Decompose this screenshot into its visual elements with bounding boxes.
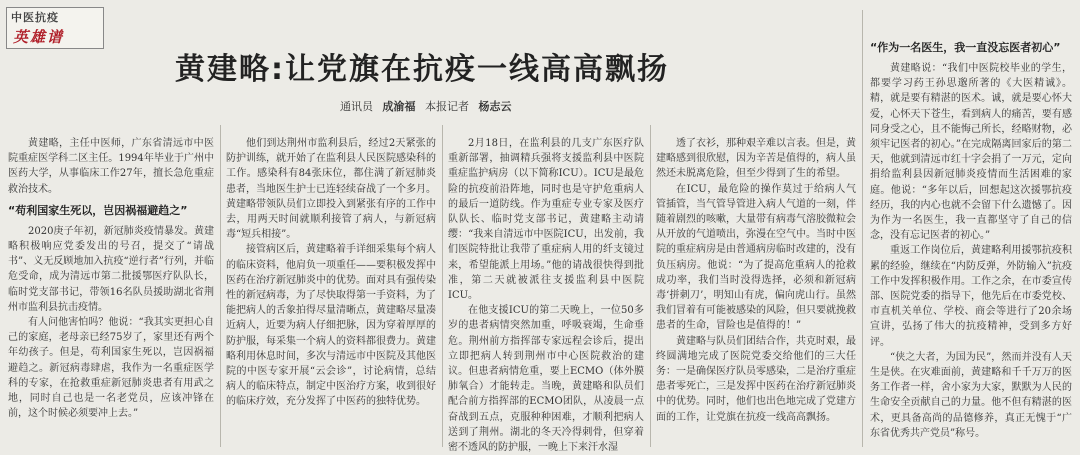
badge-bottom-label: 英雄谱 (13, 28, 65, 46)
column-divider (442, 125, 443, 447)
byline-name-1: 成渝福 (382, 100, 416, 113)
article-column-3 (448, 136, 644, 455)
article-column-4 (656, 136, 856, 425)
article-column-5 (870, 34, 1072, 441)
paragraph: 黄建略与队员们团结合作，共克时艰，最终圆满地完成了医院党委交给他们的三大任务：一是确保医疗队员零感染，二是治疗重症患者零死亡，三是发挥中医药在治疗新冠肺炎中的优势。同时，他们也出色地完成了党建方面的工作，让党旗在抗疫一线高高飘扬。 (656, 335, 856, 423)
paragraph: 2020庚子年初，新冠肺炎疫情暴发。黄建略积极响应党委发出的号召，提交了“请战书”、义无反顾地加入抗疫“逆行者”行列，并临危受命，成为清远市第二批援鄂医疗队队长，临时党支部书记，带领16名队员援助湖北省荆州市监利县抗击疫情。 (8, 225, 214, 313)
byline-name-2: 杨志云 (478, 100, 512, 113)
article-headline: 黄建略:让党旗在抗疫一线高高飘扬 (175, 52, 669, 87)
byline-role-2: 本报记者 (425, 100, 469, 113)
column-badge (6, 7, 104, 49)
column-divider (862, 10, 863, 447)
badge-top-label: 中医抗疫 (11, 11, 59, 24)
paragraph: 在他支援ICU的第二天晚上，一位50多岁的患者病情突然加重，呼吸衰竭，生命垂危。荆州前方指挥部专家远程会诊后，提出立即把病人转到荆州市中心医院救治的建议。但患者病情危重，要上ECMO（体外膜肺氧合）才能转走。当晚，黄建略和队员们配合前方指挥部的ECMO团队，从凌晨一点奋战到五点，克服种种困难，才顺利把病人送到了荆州。湖北的冬天冷得刺骨，但穿着密不透风的防护服，一晚上下来汗水湿 (448, 305, 644, 454)
byline-role-1: 通讯员 (340, 100, 373, 113)
column-divider (650, 125, 651, 447)
paragraph: 黄建略，主任中医师，广东省清远市中医院重症医学科二区主任。1994年毕业于广州中医药大学，从事临床工作27年，擅长急危重症救治技术。 (8, 138, 214, 195)
paragraph: 重返工作岗位后，黄建略利用援鄂抗疫积累的经验，继续在“内防反弹，外防输入”抗疫工作中发挥积极作用。工作之余，在市委宣传部、医院党委的指导下，他先后在市委党校、市直机关单位、学校、商会等进行了20余场宣讲，弘扬了伟大的抗疫精神，受到多方好评。 (870, 245, 1072, 348)
section-subheading: “作为一名医生，我一直没忘医者初心” (870, 41, 1061, 54)
paragraph: 2月18日，在监利县的几支广东医疗队重新部署，抽调精兵强将支援监利县中医院重症监护病房（以下简称ICU）。ICU是最危险的抗疫前沿阵地，同时也是守护危重病人的最后一道防线。作为重症专业专家及医疗队队长、临时党支部书记，黄建略主动请缨：“我来自清远市中医院ICU，出发前，我们医院特批让我带了重症病人用的纤支镜过来，希望能派上用场。”他的请战很快得到批准，第二天就被派往支援监利县中医院ICU。 (448, 138, 644, 302)
paragraph: 接管病区后，黄建略着手详细采集每个病人的临床资料，他肩负一项重任——要积极发挥中医药在治疗新冠肺炎中的优势。面对具有强传染性的新冠病毒，为了尽快取得第一手资料，为了能把病人的舌象拍得尽量清晰点，黄建略尽量凑近病人，近要为病人仔细把脉，因为穿着厚厚的防护服，每采集一个病人的资料都很费力。黄建略利用休息时间，多次与清远市中医院及其他医院的中医专家开展“云会诊”，讨论病情，总结病人的临床特点，制定中医治疗方案，收到很好的临床疗效，充分发挥了中医药的独特优势。 (226, 244, 436, 408)
section-subheading: “苟利国家生死以，岂因祸福避趋之” (8, 203, 188, 217)
paragraph: 黄建略说：“我们中医院校毕业的学生，都要学习药王孙思邈所著的《大医精诚》。精，就是要有精湛的医术。诚，就是要心怀大爱，心怀天下苍生，看到病人的痛苦，要有感同身受之心，且不能悔己所长，经略财物，必须牢记医者的初心。”在完成隔离回家后的第二天，他就到清远市红十字会捐了一万元，定向捐给监利县因新冠肺炎疫情而生活困难的家庭。他说：“多年以后，回想起这次援鄂抗疫经历，我的内心也就不会留下什么遗憾了。因为作为一名医生，我一直都坚守了自己的信念，没有忘记医者的初心。” (870, 63, 1072, 242)
paragraph: 有人问他害怕吗？他说：“我其实更担心自己的家庭，老母亲已经75岁了，家里还有两个年幼孩子。但是，苟利国家生死以，岂因祸福避趋之。新冠病毒肆虐，我作为一名重症医学科的专家，在抢救重症新冠肺炎患者有用武之地，同时自己也是一名老党员，应该冲锋在前，这个时候必须要冲上去。” (8, 317, 214, 420)
byline (340, 98, 518, 114)
article-column-1 (8, 136, 214, 421)
paragraph: 在ICU，最危险的操作莫过于给病人气管插管，当气管导管进入病人气道的一刻，伴随着剧烈的咳嗽，大量带有病毒气溶胶微粒会从开放的气道喷出，弥漫在空气中。当时中医院的重症病房是由普通病房临时改建的，没有负压病房。他说：“为了提高危重病人的抢救成功率，我们当时没得选择，必须和新冠病毒‘拼刺刀’，明知山有虎，偏向虎山行。虽然我们冒着有可能被感染的风险，但只要就挽救患者的生命，冒险也是值得的！” (656, 183, 856, 332)
paragraph: “侠之大者，为国为民”，然而并没有人天生是侠。在灾难面前，黄建略和千千万万的医务工作者一样，舍小家为大家，默默为人民的生命安全贡献自己的力量。他不但有精湛的医术，更具备高尚的品德修养，真正无愧于“广东省优秀共产党员”称号。 (870, 351, 1072, 439)
paragraph: 他们到达荆州市监利县后，经过2天紧张的防护训练，就开始了在监利县人民医院感染科的工作。感染科有84张床位，都住满了新冠肺炎患者，当地医生护士已连轻续奋战了一个多月。黄建略带领队员们立即投入到紧张有序的工作中去，用两天时间就顺利接管了病人，与新冠病毒“短兵相接”。 (226, 138, 436, 241)
paragraph: 透了衣衫，那种艰辛难以言表。但是，黄建略感到很欣慰，因为辛苦是值得的，病人虽然还未脱离危险，但至少得到了生的希望。 (656, 138, 856, 180)
article-column-2 (226, 136, 436, 410)
column-divider (220, 125, 221, 447)
